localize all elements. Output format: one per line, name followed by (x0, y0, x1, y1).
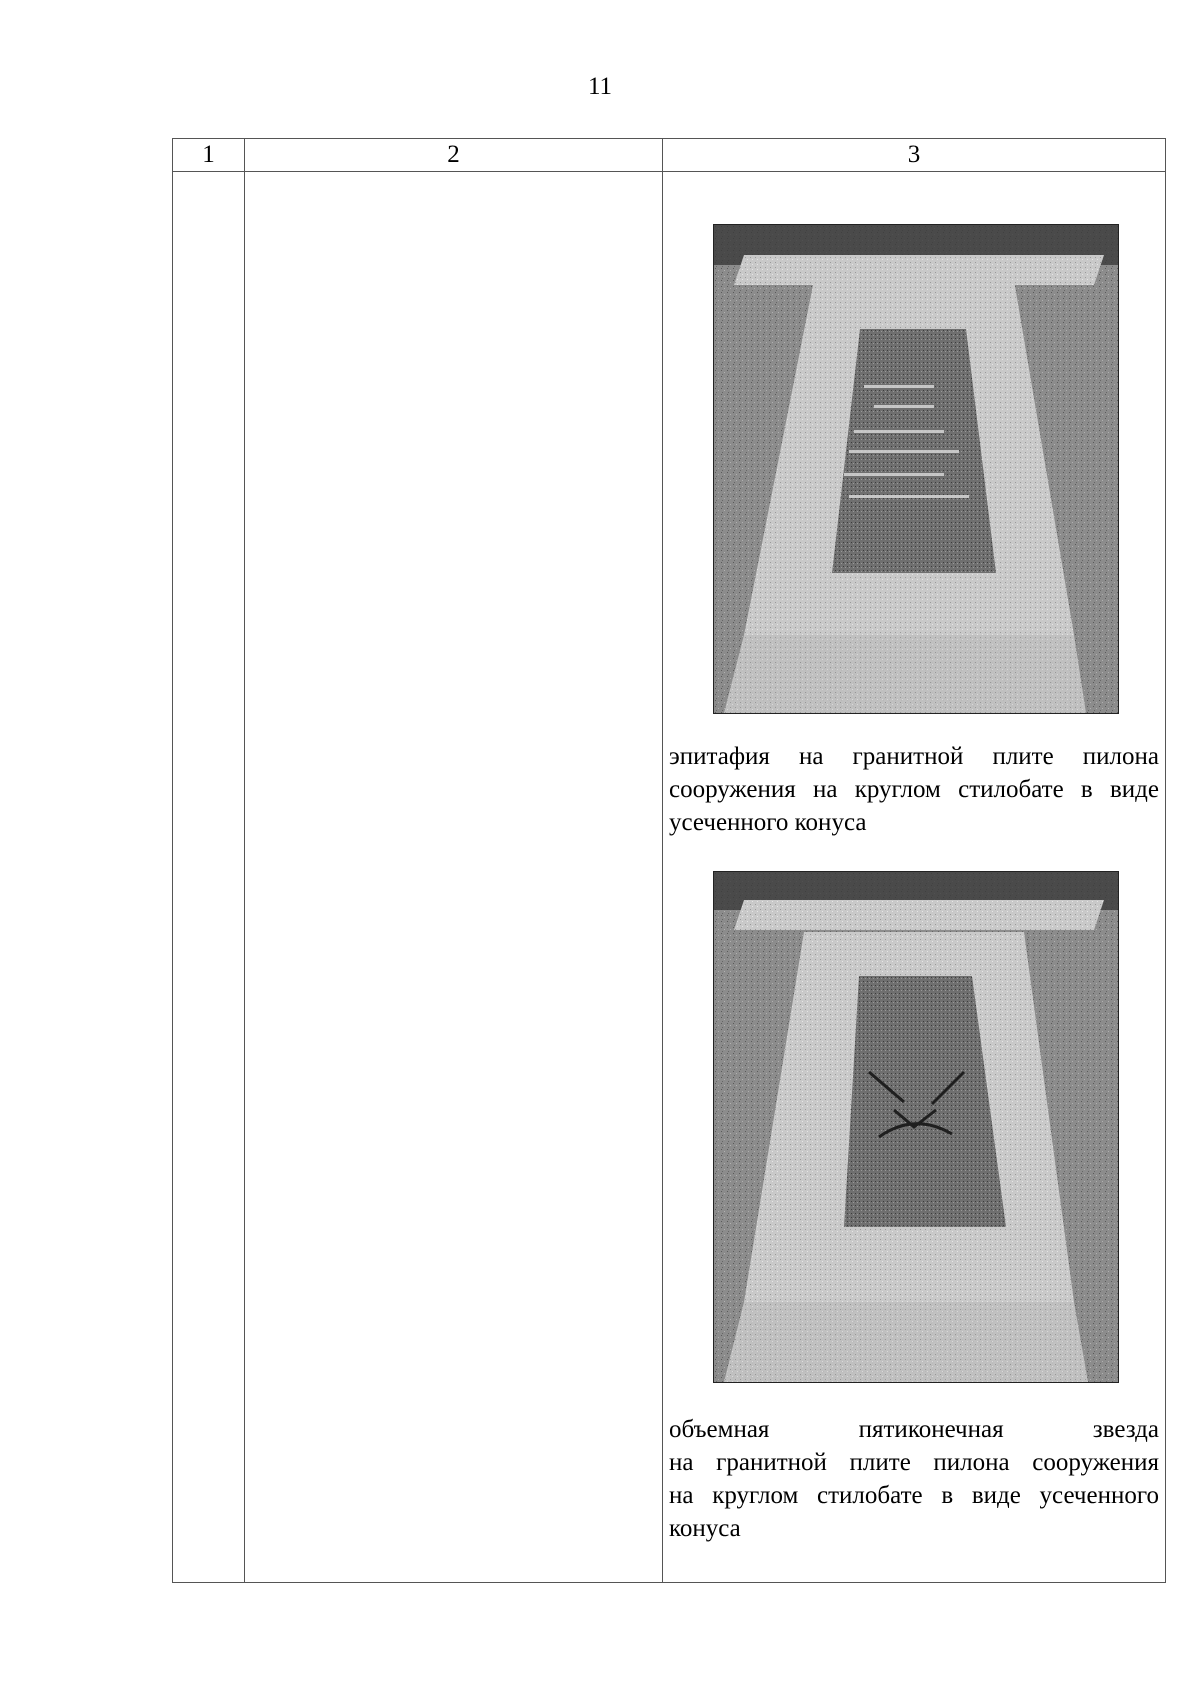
caption-line: на гранитной плите пилона сооружения (669, 1449, 1159, 1476)
row-cell-1 (173, 172, 245, 1583)
photo-caption (669, 740, 1159, 839)
row-cell-3 (663, 172, 1166, 1583)
caption-line: конуса (669, 1515, 741, 1542)
caption-line: сооружения на круглом стилобате в виде (669, 776, 1159, 803)
table-header-row (173, 139, 1166, 172)
page-number: 11 (587, 73, 613, 100)
photo-caption (669, 1413, 1159, 1545)
granite-slab-epitaph-photo (713, 224, 1119, 714)
granite-slab-star-photo (713, 871, 1119, 1383)
caption-line: усеченного конуса (669, 809, 867, 836)
caption-line: на круглом стилобате в виде усеченного (669, 1482, 1159, 1509)
document-table (172, 138, 1166, 1583)
header-cell-1: 1 (173, 139, 245, 172)
header-cell-3: 3 (663, 139, 1166, 172)
header-cell-2: 2 (245, 139, 663, 172)
caption-line: объемная пятиконечная звезда (669, 1416, 1159, 1443)
caption-line: эпитафия на гранитной плите пилона (669, 743, 1159, 770)
table-row (173, 172, 1166, 1583)
row-cell-2 (245, 172, 663, 1583)
